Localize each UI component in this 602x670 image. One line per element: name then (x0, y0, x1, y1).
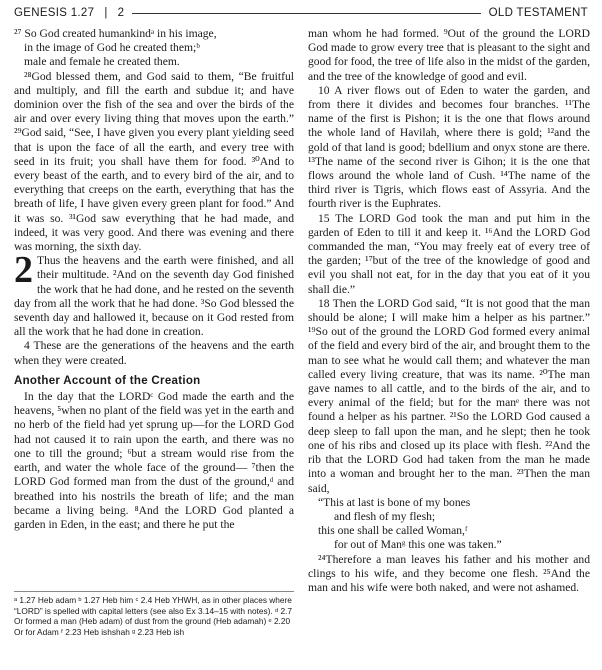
section-heading: Another Account of the Creation (14, 374, 201, 387)
verse-paragraph: 4 These are the generations of the heavens and the earth when they were created. (14, 339, 294, 367)
section-title: OLD TESTAMENT (488, 7, 588, 19)
left-column (14, 27, 294, 532)
verse-paragraph: 15 The LORD God took the man and put him in the garden of Eden to till it and keep it. ¹⁶And the LORD God commanded the man, “You may freely eat of every tree of the garden; ¹⁷but of the tree of the knowledge of good and evil you shall not eat, for in the day that you eat of it you shall die.” (308, 211, 590, 296)
right-column (308, 27, 590, 595)
verse-paragraph: ²⁴Therefore a man leaves his father and his mother and clings to his wife, and they become one flesh. ²⁵And the man and his wife were both naked, and were not ashamed. (308, 552, 590, 594)
verse-paragraph: man whom he had formed. ⁹Out of the ground the LORD God made to grow every tree that is pleasant to the sight and good for food, the tree of life also in the midst of the garden, and the tree of the knowledge of good and evil. (308, 27, 590, 83)
running-header (14, 4, 588, 22)
chapter-number: 2 (14, 249, 33, 292)
poem-line: and flesh of my flesh; (334, 509, 436, 523)
poem-line: “This at last is bone of my bones (318, 495, 471, 509)
poem-line: in the image of God he created them;ᵇ (24, 41, 200, 55)
verse-paragraph: In the day that the LORDᶜ God made the earth and the heavens, ⁵when no plant of the field was yet in the earth and no herb of the field had yet sprung up—for the LORD God had not caused it to rain upon the earth, and there was no one to till the ground; ⁶but a stream would rise from the earth, and water the whole face of the ground— ⁷then the LORD God formed man from the dust of the ground,ᵈ and breathed into his nostrils the breath of life; and the man became a living being. ⁸And the LORD God planted a garden in Eden, in the east; and there he put the (14, 390, 294, 531)
page-number: 2 (117, 7, 125, 19)
verse-paragraph: 18 Then the LORD God said, “It is not good that the man should be alone; I will make him a helper as his partner.” ¹⁹So out of the ground the LORD God formed every animal of the field and every bird of the air, and brought them to the man to see what he would call them; and whatever the man called every living creature, that was its name. ²⁰The man gave names to all cattle, and to the birds of the air, and to every animal of the field; but for the manᵉ there was not found a helper as his partner. ²¹So the LORD God caused a deep sleep to fall upon the man, and he slept; then he took one of his ribs and closed up its place with flesh. ²²And the rib that the LORD God had taken from the man he made into a woman and brought her to the man. ²³Then the man said, (308, 296, 590, 495)
poem-line: male and female he created them. (24, 55, 180, 69)
verse-paragraph: ²⁸God blessed them, and God said to them, “Be fruitful and multiply, and fill the earth and subdue it; and have dominion over the fish of the sea and over the birds of the air and over every living thing that moves upon the earth.” ²⁹God said, “See, I have given you every plant yielding seed that is upon the face of all the earth, and every tree with seed in its fruit; you shall have them for food. ³⁰And to every beast of the earth, and to every bird of the air, and to everything that creeps on the earth, everything that has the breath of life, I have given every green plant for food.” And it was so. ³¹God saw everything that he had made, and indeed, it was very good. And there was evening and there was morning, the sixth day. (14, 69, 294, 254)
header-reference: GENESIS 1.27 (14, 7, 95, 19)
verse-paragraph: ²⁷ So God created humankindᵃ in his image, (14, 27, 217, 40)
header-rule (132, 13, 480, 14)
chapter-text: Thus the heavens and the earth were finished, and all their multitude. ²And on the seventh day God finished the work that he had done, and he rested on the seventh day from all the work that he had done. ³So God blessed the seventh day and hallowed it, because on it God rested from all the work that he had done in creation. (14, 254, 294, 339)
footnote-text: ᵃ 1.27 Heb adam ᵇ 1.27 Heb him ᶜ 2.4 Heb YHWH, as in other places where “LORD” is spelled with capital letters (see also Ex 3.14–15 with notes). ᵈ 2.7 Or formed a man (Heb adam) of dust from the ground (Heb adamah) ᵉ 2.20 Or for Adam ᶠ 2.23 Heb ishshah ᵍ 2.23 Heb ish (14, 595, 292, 637)
header-separator: | (104, 7, 108, 19)
verse-paragraph: 10 A river flows out of Eden to water the garden, and from there it divides and becomes four branches. ¹¹The name of the first is Pishon; it is the one that flows around the whole land of Havilah, where there is gold; ¹²and the gold of that land is good; bdellium and onyx stone are there. ¹³The name of the second river is Gihon; it is the one that flows around the whole land of Cush. ¹⁴The name of the third river is Tigris, which flows east of Assyria. And the fourth river is the Euphrates. (308, 83, 590, 211)
chapter-paragraph (14, 249, 294, 339)
poem-line: this one shall be called Woman,ᶠ (318, 524, 468, 538)
footnotes (14, 591, 294, 637)
poem-line: for out of Manᵍ this one was taken.” (334, 538, 502, 552)
